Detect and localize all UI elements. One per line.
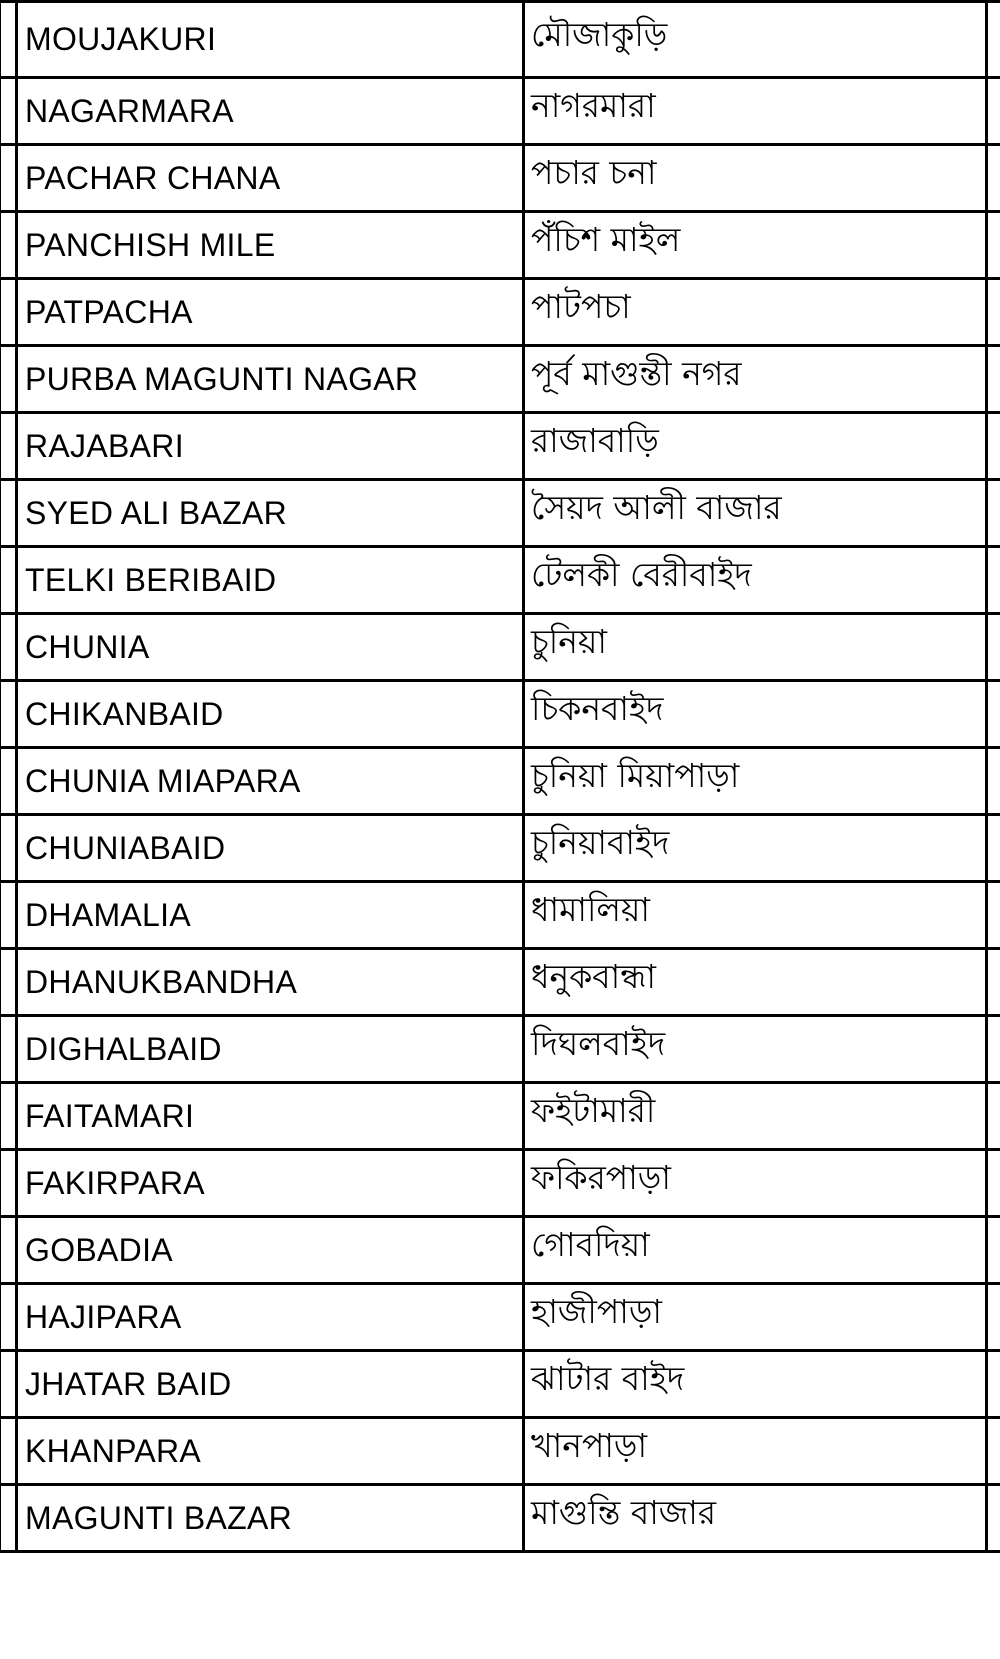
table-row xyxy=(0,883,1000,950)
english-name-cell: GOBADIA xyxy=(25,1231,173,1268)
bengali-name-cell: হাজীপাড়া xyxy=(531,1292,662,1331)
english-name-cell: FAITAMARI xyxy=(25,1097,195,1134)
table-row xyxy=(0,1084,1000,1151)
table-row xyxy=(0,414,1000,481)
bengali-name-cell: নাগরমারা xyxy=(531,86,656,125)
bengali-name-cell: সৈয়দ আলী বাজার xyxy=(531,488,782,527)
table-row xyxy=(0,1285,1000,1352)
table-row xyxy=(0,347,1000,414)
bengali-name-cell: খানপাড়া xyxy=(531,1426,648,1465)
english-name-cell: NAGARMARA xyxy=(25,92,234,129)
table-row xyxy=(0,615,1000,682)
english-name-cell: HAJIPARA xyxy=(25,1298,182,1335)
column-divider xyxy=(15,0,18,1553)
bengali-name-cell: পাটপচা xyxy=(531,287,631,326)
bengali-name-cell: পূর্ব মাগুন্তী নগর xyxy=(531,354,742,393)
column-divider xyxy=(985,0,988,1553)
bengali-name-cell: পঁচিশ মাইল xyxy=(531,220,681,259)
table-row xyxy=(0,950,1000,1017)
bengali-name-cell: ফকিরপাড়া xyxy=(531,1158,671,1197)
english-name-cell: DIGHALBAID xyxy=(25,1030,222,1067)
english-name-cell: RAJABARI xyxy=(25,427,184,464)
bengali-name-cell: চিকনবাইদ xyxy=(531,689,664,728)
english-name-cell: PANCHISH MILE xyxy=(25,226,276,263)
english-name-cell: JHATAR BAID xyxy=(25,1365,232,1402)
table-row xyxy=(0,1419,1000,1486)
bengali-name-cell: চুনিয়া মিয়াপাড়া xyxy=(531,756,740,795)
bengali-name-cell: চুনিয়াবাইদ xyxy=(531,823,670,862)
english-name-cell: DHANUKBANDHA xyxy=(25,963,298,1000)
bengali-name-cell: ঝাটার বাইদ xyxy=(531,1359,685,1398)
bengali-name-cell: মৌজাকুড়ি xyxy=(531,14,668,54)
table-row xyxy=(0,749,1000,816)
english-name-cell: DHAMALIA xyxy=(25,896,191,933)
table-row xyxy=(0,213,1000,280)
bengali-name-cell: রাজাবাড়ি xyxy=(531,421,659,460)
english-name-cell: TELKI BERIBAID xyxy=(25,561,277,598)
english-name-cell: SYED ALI BAZAR xyxy=(25,494,288,531)
bengali-name-cell: গোবদিয়া xyxy=(531,1225,650,1264)
table-row xyxy=(0,0,1000,79)
english-name-cell: PACHAR CHANA xyxy=(25,159,281,196)
table-row xyxy=(0,1218,1000,1285)
table-row xyxy=(0,1017,1000,1084)
table-row xyxy=(0,1486,1000,1553)
table-row xyxy=(0,1151,1000,1218)
bengali-name-cell: চুনিয়া xyxy=(531,622,607,661)
english-name-cell: CHUNIA xyxy=(25,628,150,665)
table-row xyxy=(0,146,1000,213)
english-name-cell: CHUNIA MIAPARA xyxy=(25,762,301,799)
column-divider xyxy=(0,0,1,1553)
table-row xyxy=(0,1352,1000,1419)
english-name-cell: CHIKANBAID xyxy=(25,695,224,732)
column-divider xyxy=(522,0,525,1553)
english-name-cell: CHUNIABAID xyxy=(25,829,226,866)
table-row xyxy=(0,548,1000,615)
table-row xyxy=(0,816,1000,883)
bengali-name-cell: ধনুকবান্ধা xyxy=(531,957,656,996)
english-name-cell: MOUJAKURI xyxy=(25,21,217,57)
bengali-name-cell: টেলকী বেরীবাইদ xyxy=(531,555,752,594)
bengali-name-cell: পচার চনা xyxy=(531,153,657,192)
table-row xyxy=(0,481,1000,548)
bengali-name-cell: ফইটামারী xyxy=(531,1091,656,1130)
table-row xyxy=(0,79,1000,146)
english-name-cell: FAKIRPARA xyxy=(25,1164,205,1201)
bengali-name-cell: ধামালিয়া xyxy=(531,890,650,929)
english-name-cell: MAGUNTI BAZAR xyxy=(25,1499,293,1536)
english-name-cell: PATPACHA xyxy=(25,293,193,330)
table-row xyxy=(0,280,1000,347)
bengali-name-cell: দিঘলবাইদ xyxy=(531,1024,666,1063)
english-name-cell: KHANPARA xyxy=(25,1432,202,1469)
english-name-cell: PURBA MAGUNTI NAGAR xyxy=(25,360,419,397)
bengali-name-cell: মাগুন্তি বাজার xyxy=(531,1493,717,1532)
table-row xyxy=(0,682,1000,749)
